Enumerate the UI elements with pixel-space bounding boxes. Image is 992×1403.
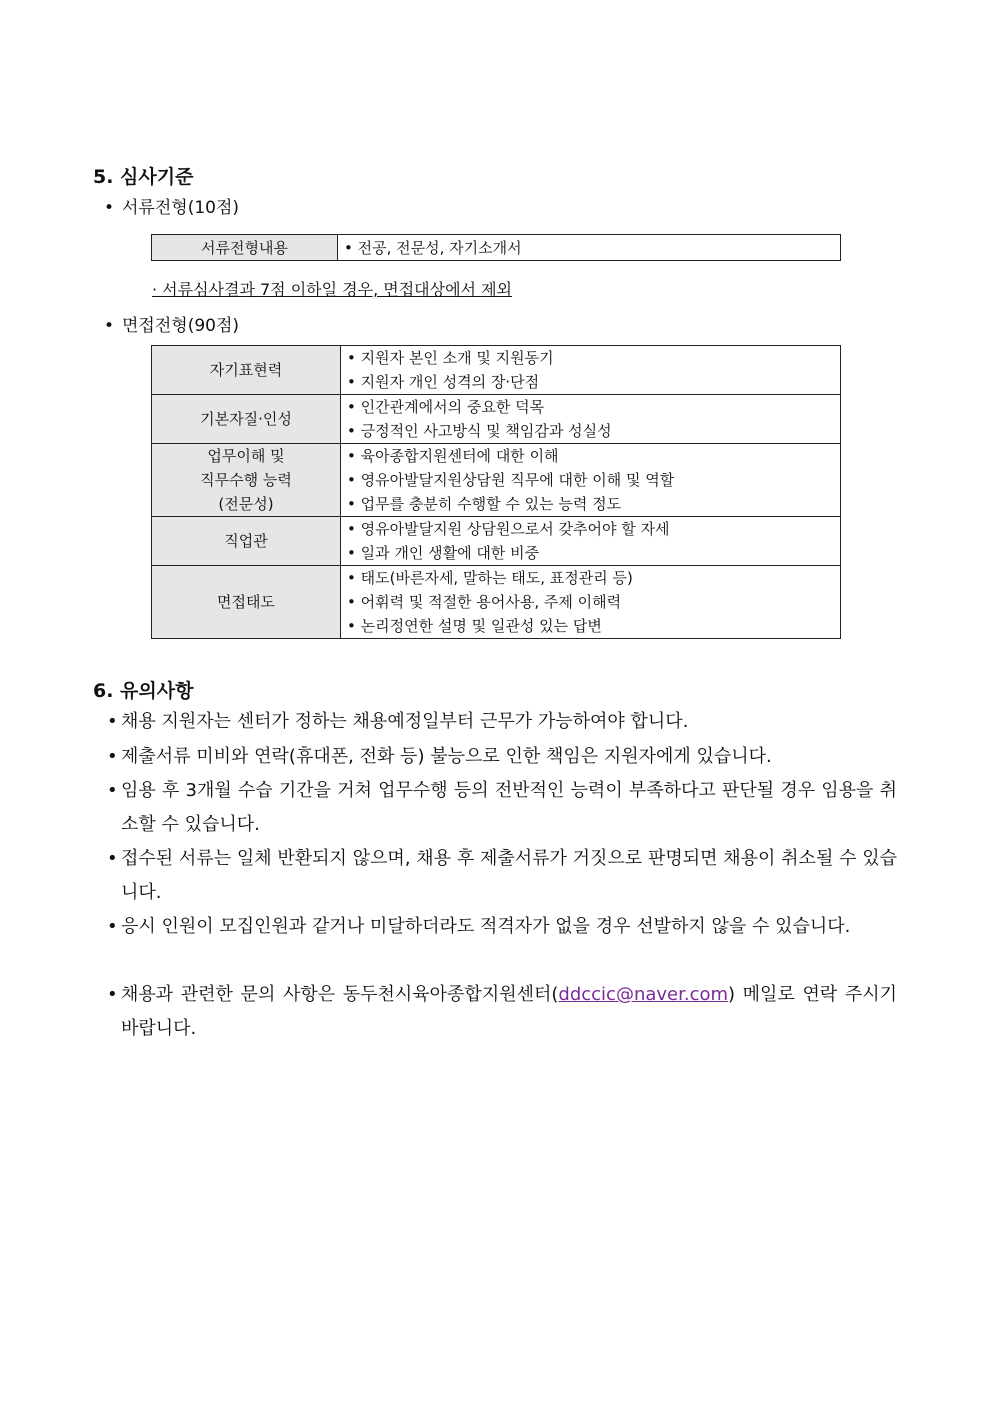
doc-round-row-label: 서류전형내용	[152, 235, 338, 261]
interview-table	[151, 345, 841, 639]
interview-item	[347, 590, 840, 614]
interview-item	[347, 395, 840, 419]
interview-item-text: 논리정연한 설명 및 일관성 있는 답변	[360, 617, 602, 635]
interview-item	[347, 370, 840, 394]
interview-item-text: 업무를 충분히 수행할 수 있는 능력 정도	[360, 495, 622, 513]
interview-item-text: 영유아발달지원상담원 직무에 대한 이해 및 역할	[360, 471, 675, 489]
notice-item	[107, 740, 897, 774]
bullet-icon: •	[347, 398, 356, 416]
section5-heading: 5. 심사기준	[93, 166, 194, 188]
interview-label-line: (전문성)	[218, 495, 274, 513]
interview-row	[152, 444, 841, 517]
bullet-icon: •	[347, 495, 356, 513]
interview-row	[152, 395, 841, 444]
notice-item	[107, 910, 897, 944]
interview-row-content	[341, 517, 841, 566]
notice-item	[107, 842, 897, 910]
interview-row-label	[152, 566, 341, 639]
notice-text: 임용 후 3개월 수습 기간을 거쳐 업무수행 등의 전반적인 능력이 부족하다고 판단될 경우 임용을 취소할 수 있습니다.	[121, 780, 897, 835]
interview-item-text: 지원자 본인 소개 및 지원동기	[360, 349, 554, 367]
interview-row-content	[341, 395, 841, 444]
interview-row-content	[341, 566, 841, 639]
interview-row	[152, 566, 841, 639]
interview-item	[347, 444, 840, 468]
interview-item	[347, 614, 840, 638]
interview-item	[347, 517, 840, 541]
bullet-icon: •	[104, 316, 115, 336]
interview-row-label	[152, 395, 341, 444]
interview-label-line: 기본자질·인성	[200, 410, 292, 428]
doc-round-row-content	[338, 235, 841, 261]
bullet-icon: •	[347, 471, 356, 489]
bullet-icon: •	[347, 593, 356, 611]
interview-label-line: 면접태도	[217, 593, 275, 611]
doc-round-note: · 서류심사결과 7점 이하일 경우, 면접대상에서 제외	[152, 280, 512, 299]
interview-item-text: 지원자 개인 성격의 장·단점	[360, 373, 540, 391]
interview-row-content	[341, 346, 841, 395]
interview-row-label	[152, 444, 341, 517]
doc-round-text: 서류전형(10점)	[122, 198, 240, 218]
doc-round-label	[104, 193, 239, 218]
interview-label-line: 자기표현력	[209, 361, 283, 379]
interview-item-text: 일과 개인 생활에 대한 비중	[360, 544, 540, 562]
section6-heading: 6. 유의사항	[93, 680, 194, 702]
bullet-icon: •	[107, 711, 118, 732]
bullet-icon: •	[347, 544, 356, 562]
notice-text: 제출서류 미비와 연락(휴대폰, 전화 등) 불능으로 인한 책임은 지원자에게 있습니다.	[121, 746, 772, 767]
bullet-icon: •	[347, 422, 356, 440]
bullet-icon: •	[347, 349, 356, 367]
interview-item	[347, 346, 840, 370]
interview-row-label	[152, 517, 341, 566]
interview-row-label	[152, 346, 341, 395]
interview-item-text: 육아종합지원센터에 대한 이해	[360, 447, 559, 465]
notice-text: 접수된 서류는 일체 반환되지 않으며, 채용 후 제출서류가 거짓으로 판명되면 채용이 취소될 수 있습니다.	[121, 848, 897, 903]
contact-text-after: ) 메일로 연락 주시기 바랍니다.	[121, 984, 897, 1039]
interview-item	[347, 541, 840, 565]
interview-round-label	[104, 311, 239, 336]
interview-item-text: 긍정적인 사고방식 및 책임감과 성실성	[360, 422, 612, 440]
interview-label-line: 직업관	[224, 532, 268, 550]
bullet-icon: •	[107, 984, 118, 1005]
interview-round-text: 면접전형(90점)	[122, 316, 240, 336]
interview-row	[152, 346, 841, 395]
interview-item-text: 영유아발달지원 상담원으로서 갖추어야 할 자세	[360, 520, 670, 538]
interview-item	[347, 419, 840, 443]
notice-text	[121, 978, 897, 1046]
bullet-icon: •	[344, 238, 353, 257]
interview-label-line: 업무이해 및	[207, 447, 285, 465]
notice-item-contact	[107, 978, 897, 1046]
interview-label-line: 직무수행 능력	[200, 471, 292, 489]
bullet-icon: •	[107, 780, 118, 801]
interview-row-content	[341, 444, 841, 517]
interview-item	[347, 492, 840, 516]
bullet-icon: •	[347, 373, 356, 391]
email-link[interactable]: ddccic@naver.com	[558, 984, 729, 1005]
bullet-icon: •	[347, 520, 356, 538]
interview-item-text: 태도(바른자세, 말하는 태도, 표정관리 등)	[360, 569, 633, 587]
interview-item	[347, 468, 840, 492]
bullet-icon: •	[107, 746, 118, 767]
contact-text-before: 채용과 관련한 문의 사항은 동두천시육아종합지원센터(	[121, 984, 559, 1005]
interview-item	[347, 566, 840, 590]
interview-item-text: 인간관계에서의 중요한 덕목	[360, 398, 545, 416]
interview-row	[152, 517, 841, 566]
bullet-icon: •	[107, 916, 118, 937]
bullet-icon: •	[347, 447, 356, 465]
bullet-icon: •	[347, 569, 356, 587]
bullet-icon: •	[104, 198, 115, 218]
notice-item	[107, 705, 897, 739]
interview-item-text: 어휘력 및 적절한 용어사용, 주제 이해력	[360, 593, 622, 611]
notice-item	[107, 774, 897, 842]
doc-round-table	[151, 234, 841, 261]
doc-round-content-text: 전공, 전문성, 자기소개서	[357, 238, 522, 257]
bullet-icon: •	[347, 617, 356, 635]
notice-text: 응시 인원이 모집인원과 같거나 미달하더라도 적격자가 없을 경우 선발하지 않을 수 있습니다.	[121, 916, 851, 937]
bullet-icon: •	[107, 848, 118, 869]
notice-text: 채용 지원자는 센터가 정하는 채용예정일부터 근무가 가능하여야 합니다.	[121, 711, 689, 732]
